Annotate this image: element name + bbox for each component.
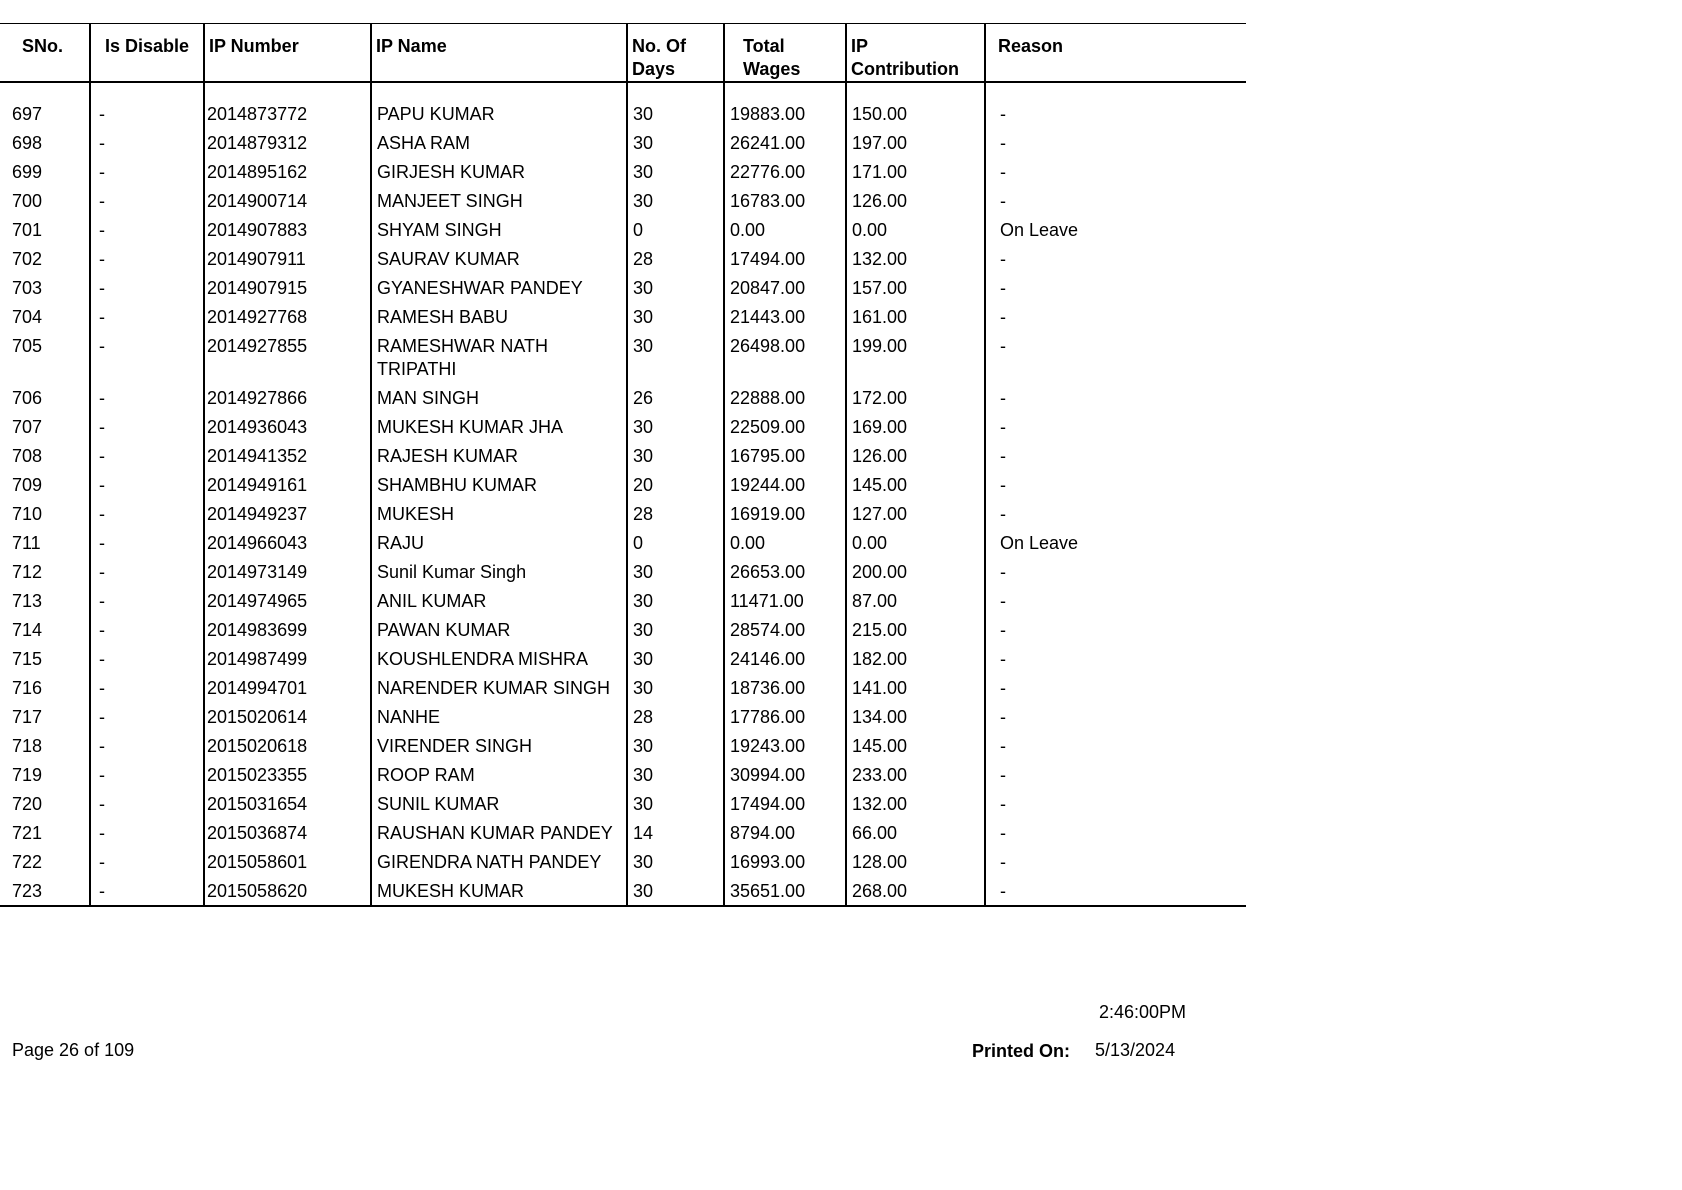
header-ip-contribution-line2: Contribution [851, 59, 959, 79]
header-total-wages-line1: Total [743, 36, 785, 56]
cell-reason: - [1000, 446, 1006, 466]
cell-no-of-days: 30 [627, 186, 724, 215]
cell-is-disable: - [90, 673, 204, 702]
cell-ip-name: RAJU [371, 528, 627, 557]
cell-reason: - [1000, 417, 1006, 437]
cell-ip-number: 2014994701 [204, 673, 371, 702]
cell-no-of-days: 28 [627, 499, 724, 528]
cell-ip-contribution: 268.00 [846, 876, 985, 906]
cell-reason: - [1000, 307, 1006, 327]
cell-sno: 722 [0, 847, 90, 876]
cell-no-of-days: 30 [627, 273, 724, 302]
cell-no-of-days: 30 [627, 331, 724, 383]
cell-ip-name: SAURAV KUMAR [371, 244, 627, 273]
table-body [0, 82, 1246, 906]
cell-ip-number: 2014974965 [204, 586, 371, 615]
cell-sno: 706 [0, 383, 90, 412]
table-row [0, 412, 1246, 441]
header-no-of-days-line2: Days [632, 59, 676, 79]
cell-ip-number: 2015020614 [204, 702, 371, 731]
cell-sno: 712 [0, 557, 90, 586]
cell-no-of-days: 20 [627, 470, 724, 499]
cell-ip-name: MUKESH KUMAR JHA [371, 412, 627, 441]
cell-no-of-days: 28 [627, 702, 724, 731]
table-row [0, 528, 1246, 557]
cell-ip-number: 2014936043 [204, 412, 371, 441]
cell-ip-name: PAPU KUMAR [371, 99, 627, 128]
cell-sno: 699 [0, 157, 90, 186]
table-row [0, 157, 1246, 186]
cell-reason: - [1000, 336, 1006, 356]
table-spacer-row [0, 82, 1246, 99]
cell-ip-contribution: 233.00 [846, 760, 985, 789]
cell-no-of-days: 26 [627, 383, 724, 412]
cell-no-of-days: 30 [627, 441, 724, 470]
cell-is-disable: - [90, 244, 204, 273]
cell-sno: 714 [0, 615, 90, 644]
cell-total-wages: 26498.00 [724, 331, 846, 383]
print-time: 2:46:00PM [1099, 1002, 1187, 1022]
cell-ip-name: GIRENDRA NATH PANDEY [371, 847, 627, 876]
cell-sno: 697 [0, 99, 90, 128]
cell-ip-contribution: 150.00 [846, 99, 985, 128]
header-ip-contribution [846, 24, 985, 83]
table-header [0, 24, 1246, 83]
cell-total-wages: 28574.00 [724, 615, 846, 644]
cell-sno: 701 [0, 215, 90, 244]
cell-total-wages: 30994.00 [724, 760, 846, 789]
cell-sno: 702 [0, 244, 90, 273]
cell-total-wages: 26241.00 [724, 128, 846, 157]
cell-reason: - [1000, 765, 1006, 785]
header-total-wages [724, 24, 846, 83]
cell-ip-name: NANHE [371, 702, 627, 731]
cell-sno: 721 [0, 818, 90, 847]
cell-ip-contribution: 215.00 [846, 615, 985, 644]
cell-is-disable: - [90, 128, 204, 157]
cell-is-disable: - [90, 818, 204, 847]
cell-no-of-days: 30 [627, 157, 724, 186]
cell-sno: 710 [0, 499, 90, 528]
cell-total-wages: 16919.00 [724, 499, 846, 528]
cell-no-of-days: 30 [627, 557, 724, 586]
cell-ip-name: MUKESH [371, 499, 627, 528]
header-total-wages-line2: Wages [743, 59, 801, 79]
cell-no-of-days: 30 [627, 644, 724, 673]
cell-no-of-days: 30 [627, 673, 724, 702]
cell-total-wages: 21443.00 [724, 302, 846, 331]
cell-ip-name: PAWAN KUMAR [371, 615, 627, 644]
cell-no-of-days: 0 [627, 528, 724, 557]
cell-ip-contribution: 141.00 [846, 673, 985, 702]
cell-total-wages: 19244.00 [724, 470, 846, 499]
cell-reason: - [1000, 649, 1006, 669]
table-row [0, 731, 1246, 760]
cell-is-disable: - [90, 731, 204, 760]
cell-reason: - [1000, 278, 1006, 298]
cell-total-wages: 22509.00 [724, 412, 846, 441]
header-ip-contribution-line1: IP [851, 36, 869, 56]
cell-is-disable: - [90, 847, 204, 876]
cell-reason: - [1000, 104, 1006, 124]
cell-ip-contribution: 172.00 [846, 383, 985, 412]
cell-ip-name: RAMESH BABU [371, 302, 627, 331]
cell-total-wages: 16993.00 [724, 847, 846, 876]
cell-total-wages: 24146.00 [724, 644, 846, 673]
cell-is-disable: - [90, 470, 204, 499]
cell-ip-name: VIRENDER SINGH [371, 731, 627, 760]
table-row [0, 847, 1246, 876]
cell-ip-contribution: 132.00 [846, 244, 985, 273]
cell-total-wages: 18736.00 [724, 673, 846, 702]
cell-is-disable: - [90, 215, 204, 244]
cell-is-disable: - [90, 273, 204, 302]
cell-ip-number: 2014907915 [204, 273, 371, 302]
cell-reason: - [1000, 388, 1006, 408]
cell-reason: - [1000, 133, 1006, 153]
cell-no-of-days: 28 [627, 244, 724, 273]
cell-sno: 707 [0, 412, 90, 441]
cell-ip-name: SHAMBHU KUMAR [371, 470, 627, 499]
cell-reason: - [1000, 707, 1006, 727]
cell-total-wages: 19883.00 [724, 99, 846, 128]
table-row [0, 702, 1246, 731]
table-row [0, 186, 1246, 215]
cell-ip-number: 2015023355 [204, 760, 371, 789]
cell-ip-number: 2015058620 [204, 876, 371, 906]
cell-ip-name: SUNIL KUMAR [371, 789, 627, 818]
cell-total-wages: 17494.00 [724, 789, 846, 818]
cell-reason: - [1000, 249, 1006, 269]
cell-ip-contribution: 161.00 [846, 302, 985, 331]
cell-is-disable: - [90, 383, 204, 412]
header-sno: SNo. [0, 24, 90, 83]
cell-is-disable: - [90, 186, 204, 215]
cell-sno: 715 [0, 644, 90, 673]
cell-ip-name: MANJEET SINGH [371, 186, 627, 215]
table-row [0, 789, 1246, 818]
page-indicator: Page 26 of 109 [12, 1040, 135, 1060]
cell-reason: - [1000, 191, 1006, 211]
cell-ip-contribution: 171.00 [846, 157, 985, 186]
cell-reason: - [1000, 794, 1006, 814]
cell-is-disable: - [90, 331, 204, 383]
cell-ip-number: 2014907911 [204, 244, 371, 273]
cell-reason: - [1000, 678, 1006, 698]
cell-total-wages: 19243.00 [724, 731, 846, 760]
cell-total-wages: 16783.00 [724, 186, 846, 215]
cell-ip-name: MUKESH KUMAR [371, 876, 627, 906]
cell-is-disable: - [90, 615, 204, 644]
cell-ip-name: KOUSHLENDRA MISHRA [371, 644, 627, 673]
table-row [0, 586, 1246, 615]
table-row [0, 557, 1246, 586]
contribution-report [0, 23, 1246, 907]
contribution-table [0, 23, 1246, 907]
cell-reason: On Leave [1000, 220, 1079, 240]
cell-no-of-days: 30 [627, 586, 724, 615]
cell-is-disable: - [90, 528, 204, 557]
cell-sno: 708 [0, 441, 90, 470]
cell-ip-contribution: 169.00 [846, 412, 985, 441]
cell-is-disable: - [90, 586, 204, 615]
table-row [0, 215, 1246, 244]
cell-ip-number: 2015058601 [204, 847, 371, 876]
table-row [0, 331, 1246, 383]
header-reason: Reason [985, 24, 1246, 83]
table-row [0, 383, 1246, 412]
cell-reason: On Leave [1000, 533, 1079, 553]
cell-is-disable: - [90, 644, 204, 673]
table-row [0, 302, 1246, 331]
cell-ip-number: 2014949161 [204, 470, 371, 499]
header-is-disable: Is Disable [90, 24, 204, 83]
cell-ip-contribution: 157.00 [846, 273, 985, 302]
cell-reason: - [985, 876, 1246, 906]
cell-ip-contribution: 200.00 [846, 557, 985, 586]
cell-is-disable: - [90, 441, 204, 470]
cell-ip-contribution: 0.00 [846, 528, 985, 557]
cell-ip-contribution: 87.00 [846, 586, 985, 615]
cell-no-of-days: 30 [627, 615, 724, 644]
cell-ip-contribution: 126.00 [846, 186, 985, 215]
table-row [0, 818, 1246, 847]
table-row [0, 760, 1246, 789]
cell-ip-number: 2014907883 [204, 215, 371, 244]
cell-reason: - [1000, 591, 1006, 611]
cell-is-disable: - [90, 499, 204, 528]
cell-ip-contribution: 128.00 [846, 847, 985, 876]
header-no-of-days-line1: No. Of [632, 36, 686, 56]
header-ip-name: IP Name [371, 24, 627, 83]
cell-is-disable: - [90, 412, 204, 441]
cell-reason: - [1000, 620, 1006, 640]
header-no-of-days [627, 24, 724, 83]
table-row [0, 470, 1246, 499]
cell-ip-number: 2014941352 [204, 441, 371, 470]
cell-ip-number: 2014983699 [204, 615, 371, 644]
table-row [0, 644, 1246, 673]
table-row [0, 128, 1246, 157]
cell-no-of-days: 30 [627, 99, 724, 128]
cell-total-wages: 35651.00 [724, 876, 846, 906]
table-row [0, 99, 1246, 128]
cell-reason: - [1000, 823, 1006, 843]
cell-total-wages: 11471.00 [724, 586, 846, 615]
cell-ip-name: SHYAM SINGH [371, 215, 627, 244]
cell-no-of-days: 14 [627, 818, 724, 847]
cell-sno: 717 [0, 702, 90, 731]
table-row [0, 615, 1246, 644]
cell-total-wages: 16795.00 [724, 441, 846, 470]
table-row [0, 876, 1246, 906]
cell-sno: 703 [0, 273, 90, 302]
cell-reason: - [1000, 162, 1006, 182]
cell-ip-contribution: 126.00 [846, 441, 985, 470]
cell-no-of-days: 30 [627, 302, 724, 331]
table-row [0, 673, 1246, 702]
cell-sno: 718 [0, 731, 90, 760]
cell-is-disable: - [90, 702, 204, 731]
cell-total-wages: 20847.00 [724, 273, 846, 302]
cell-ip-contribution: 145.00 [846, 731, 985, 760]
cell-ip-number: 2015031654 [204, 789, 371, 818]
cell-reason: - [1000, 475, 1006, 495]
cell-total-wages: 22776.00 [724, 157, 846, 186]
cell-reason: - [1000, 504, 1006, 524]
cell-no-of-days: 30 [627, 731, 724, 760]
cell-ip-number: 2014900714 [204, 186, 371, 215]
cell-sno: 723 [0, 876, 90, 906]
table-row [0, 499, 1246, 528]
header-ip-number: IP Number [204, 24, 371, 83]
table-row [0, 273, 1246, 302]
cell-ip-name: NARENDER KUMAR SINGH [371, 673, 627, 702]
printed-on-label: Printed On: [972, 1041, 1070, 1061]
cell-no-of-days: 30 [627, 760, 724, 789]
cell-no-of-days: 0 [627, 215, 724, 244]
cell-no-of-days: 30 [627, 412, 724, 441]
cell-ip-contribution: 127.00 [846, 499, 985, 528]
cell-sno: 705 [0, 331, 90, 383]
table-row [0, 244, 1246, 273]
cell-ip-contribution: 199.00 [846, 331, 985, 383]
cell-ip-number: 2014927855 [204, 331, 371, 383]
cell-no-of-days: 30 [627, 789, 724, 818]
cell-is-disable: - [90, 99, 204, 128]
cell-is-disable: - [90, 157, 204, 186]
cell-sno: 711 [0, 528, 90, 557]
cell-ip-number: 2014987499 [204, 644, 371, 673]
cell-ip-name: RAMESHWAR NATH TRIPATHI [371, 331, 627, 383]
cell-is-disable: - [90, 557, 204, 586]
cell-ip-contribution: 66.00 [846, 818, 985, 847]
cell-sno: 709 [0, 470, 90, 499]
cell-ip-number: 2014927768 [204, 302, 371, 331]
cell-ip-contribution: 132.00 [846, 789, 985, 818]
cell-ip-contribution: 197.00 [846, 128, 985, 157]
cell-sno: 700 [0, 186, 90, 215]
cell-sno: 719 [0, 760, 90, 789]
cell-ip-contribution: 145.00 [846, 470, 985, 499]
cell-ip-number: 2014895162 [204, 157, 371, 186]
cell-total-wages: 8794.00 [724, 818, 846, 847]
cell-total-wages: 26653.00 [724, 557, 846, 586]
cell-ip-name: GIRJESH KUMAR [371, 157, 627, 186]
cell-reason: - [1000, 562, 1006, 582]
cell-ip-name: ASHA RAM [371, 128, 627, 157]
cell-is-disable: - [90, 876, 204, 906]
cell-ip-contribution: 134.00 [846, 702, 985, 731]
table-row [0, 441, 1246, 470]
cell-ip-number: 2015036874 [204, 818, 371, 847]
cell-sno: 720 [0, 789, 90, 818]
cell-ip-number: 2014966043 [204, 528, 371, 557]
cell-ip-number: 2014949237 [204, 499, 371, 528]
cell-total-wages: 17786.00 [724, 702, 846, 731]
cell-is-disable: - [90, 302, 204, 331]
cell-ip-contribution: 182.00 [846, 644, 985, 673]
cell-ip-number: 2015020618 [204, 731, 371, 760]
cell-ip-name: Sunil Kumar Singh [371, 557, 627, 586]
print-date: 5/13/2024 [1095, 1040, 1176, 1060]
cell-sno: 713 [0, 586, 90, 615]
cell-sno: 698 [0, 128, 90, 157]
cell-no-of-days: 30 [627, 876, 724, 906]
cell-ip-number: 2014879312 [204, 128, 371, 157]
cell-no-of-days: 30 [627, 847, 724, 876]
cell-ip-name: GYANESHWAR PANDEY [371, 273, 627, 302]
cell-ip-name: RAJESH KUMAR [371, 441, 627, 470]
cell-ip-number: 2014927866 [204, 383, 371, 412]
cell-reason: - [1000, 736, 1006, 756]
cell-ip-number: 2014873772 [204, 99, 371, 128]
cell-total-wages: 22888.00 [724, 383, 846, 412]
cell-is-disable: - [90, 760, 204, 789]
cell-ip-name: RAUSHAN KUMAR PANDEY [371, 818, 627, 847]
cell-is-disable: - [90, 789, 204, 818]
cell-no-of-days: 30 [627, 128, 724, 157]
cell-sno: 716 [0, 673, 90, 702]
cell-reason: - [1000, 852, 1006, 872]
cell-ip-contribution: 0.00 [846, 215, 985, 244]
cell-ip-number: 2014973149 [204, 557, 371, 586]
cell-ip-name: ANIL KUMAR [371, 586, 627, 615]
cell-sno: 704 [0, 302, 90, 331]
cell-ip-name: MAN SINGH [371, 383, 627, 412]
cell-ip-name: ROOP RAM [371, 760, 627, 789]
cell-total-wages: 17494.00 [724, 244, 846, 273]
cell-total-wages: 0.00 [724, 528, 846, 557]
cell-total-wages: 0.00 [724, 215, 846, 244]
